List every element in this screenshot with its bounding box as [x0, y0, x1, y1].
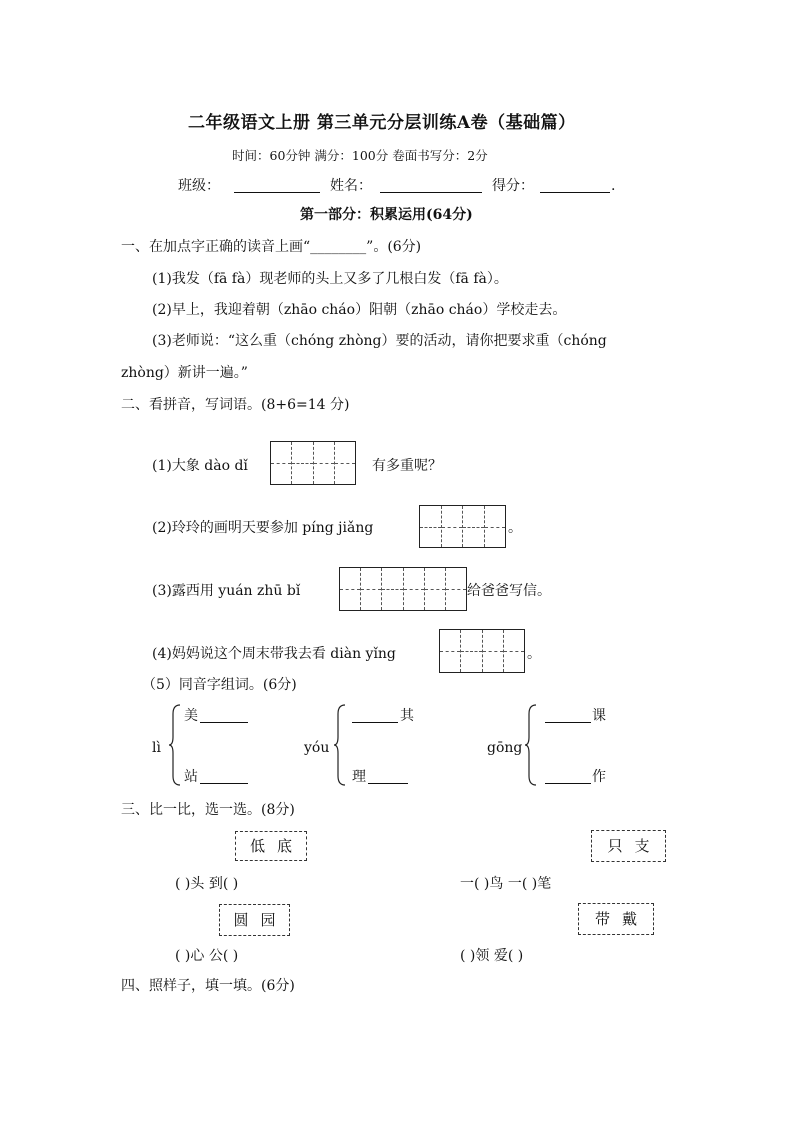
homophone-1-word-a: 美	[184, 708, 198, 724]
score-tail: .	[611, 178, 616, 194]
name-label: 姓名：	[330, 178, 372, 194]
homophone-3-blank-b[interactable]	[545, 769, 591, 784]
q1-title: 一、在加点字正确的读音上画“________”。(6分)	[121, 239, 422, 255]
q2-item-3-prompt: (3)露西用 yuán zhū bǐ	[152, 583, 301, 599]
q2-item-4-prompt: (4)妈妈说这个周末带我去看 diàn yǐng	[152, 646, 396, 662]
page-title: 二年级语文上册 第三单元分层训练A卷（基础篇）	[188, 113, 576, 133]
q1-line-1: (1)我发（fā fà）现老师的头上又多了几根白发（fā fà）。	[152, 271, 508, 287]
homophone-3-word-a: 课	[592, 708, 606, 724]
q2-item-1-suffix: 有多重呢？	[372, 458, 442, 474]
writing-grid-1[interactable]	[270, 441, 356, 485]
writing-grid-4[interactable]	[439, 629, 525, 673]
homophone-2-word-b: 理	[352, 769, 366, 785]
char-pair-box-2: 只支	[591, 830, 666, 862]
homophone-2-blank-a[interactable]	[352, 708, 398, 723]
score-label: 得分：	[492, 178, 534, 194]
q1-line-4: zhòng）新讲一遍。”	[121, 365, 248, 381]
name-blank[interactable]	[380, 178, 482, 193]
homophone-2-word-a: 其	[400, 708, 414, 724]
q2-item-1-prompt: (1)大象 dào dǐ	[152, 458, 248, 474]
q2-item-4-suffix: 。	[527, 646, 541, 662]
class-blank[interactable]	[234, 178, 320, 193]
homophone-1-blank-b[interactable]	[200, 769, 248, 784]
q2-item-5-title: （5）同音字组词。(6分)	[142, 677, 297, 693]
homophone-3-word-b: 作	[592, 769, 606, 785]
exam-meta: 时间：60分钟 满分：100分 卷面书写分：2分	[232, 148, 488, 163]
score-blank[interactable]	[540, 178, 610, 193]
q3-row-1-left: ( )头 到( )	[175, 876, 239, 892]
homophone-1-pinyin: lì	[152, 740, 161, 756]
q3-row-2-right: ( )领 爱( )	[460, 948, 524, 964]
brace-icon	[333, 704, 347, 786]
char-pair-box-3: 圆园	[219, 904, 290, 936]
class-label: 班级：	[178, 178, 220, 194]
writing-grid-3[interactable]	[339, 567, 467, 611]
brace-icon	[524, 704, 538, 786]
homophone-3-pinyin: gōng	[487, 740, 523, 756]
q2-item-3-suffix: 给爸爸写信。	[467, 583, 551, 599]
q2-title: 二、看拼音，写词语。(8+6=14 分)	[121, 397, 350, 413]
homophone-1-word-b: 站	[184, 769, 198, 785]
char-pair-box-4: 带戴	[578, 903, 654, 935]
q1-line-3: (3)老师说：“这么重（chóng zhòng）要的活动，请你把要求重（chóng	[152, 333, 607, 349]
writing-grid-2[interactable]	[419, 505, 506, 548]
q1-line-2: (2)早上，我迎着朝（zhāo cháo）阳朝（zhāo cháo）学校走去。	[152, 302, 567, 318]
q3-row-1-right: 一( )鸟 一( )笔	[460, 876, 552, 892]
homophone-2-pinyin: yóu	[304, 740, 330, 756]
q3-title: 三、比一比，选一选。(8分)	[121, 802, 295, 818]
q2-item-2-suffix: 。	[508, 520, 522, 536]
brace-icon	[168, 704, 182, 786]
char-pair-box-1: 低底	[235, 831, 307, 861]
homophone-3-blank-a[interactable]	[545, 708, 591, 723]
homophone-2-blank-b[interactable]	[368, 769, 408, 784]
part1-heading: 第一部分：积累运用(64分)	[300, 207, 473, 223]
q3-row-2-left: ( )心 公( )	[175, 948, 239, 964]
q2-item-2-prompt: (2)玲玲的画明天要参加 píng jiǎng	[152, 520, 374, 536]
homophone-1-blank-a[interactable]	[200, 708, 248, 723]
q4-title: 四、照样子，填一填。(6分)	[121, 978, 295, 994]
